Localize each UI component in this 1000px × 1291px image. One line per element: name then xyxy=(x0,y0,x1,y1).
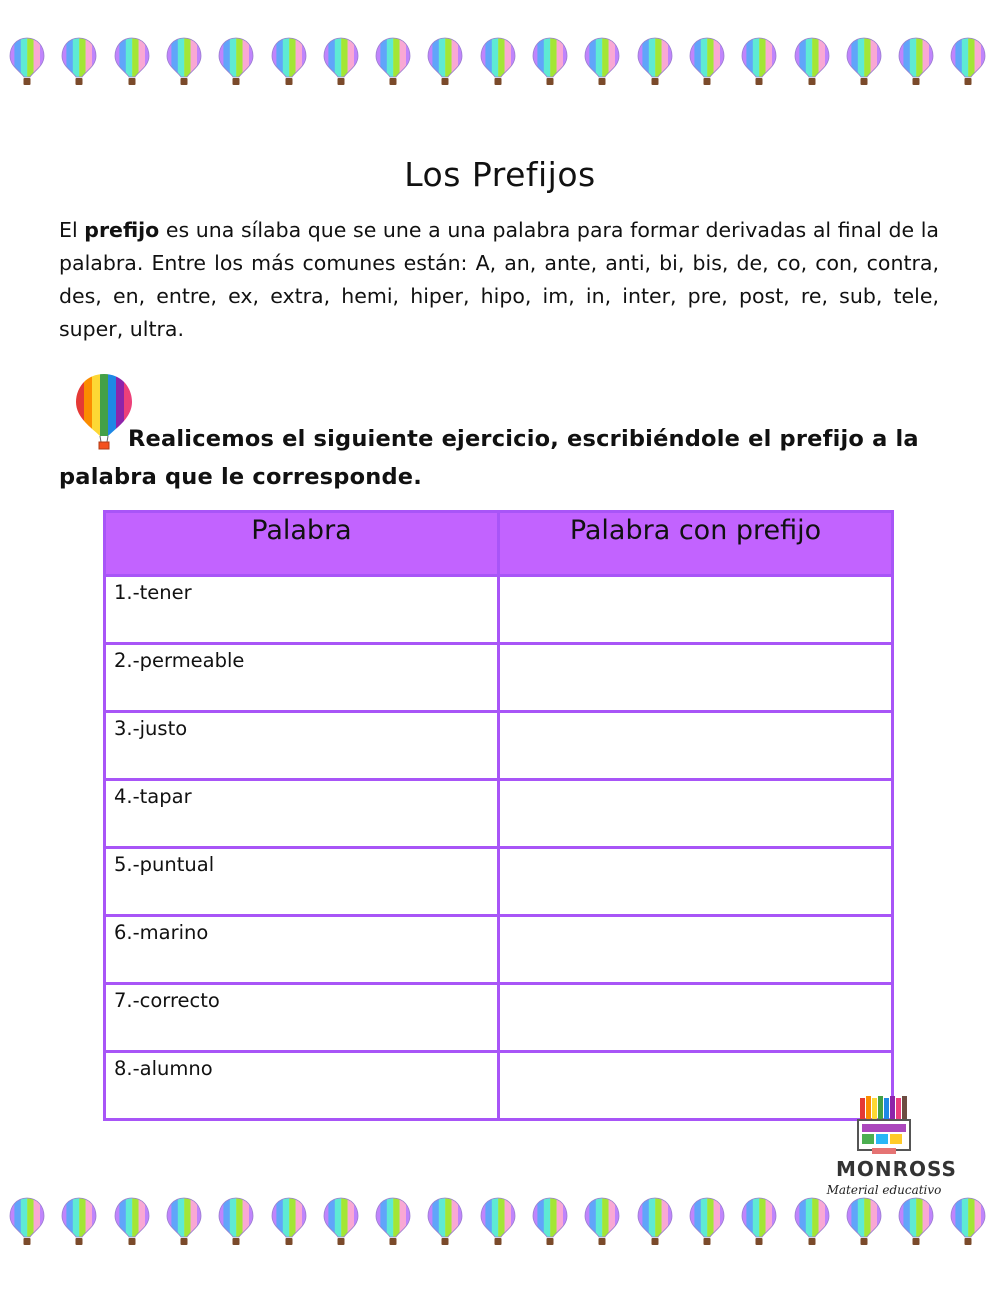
pastel-hot-air-balloon-icon xyxy=(165,1196,203,1248)
pastel-hot-air-balloon-icon xyxy=(217,36,255,88)
pastel-hot-air-balloon-icon xyxy=(8,36,46,88)
pastel-hot-air-balloon-icon xyxy=(165,36,203,88)
column-header-palabra-con-prefijo: Palabra con prefijo xyxy=(499,512,893,576)
top-balloon-border xyxy=(0,36,1000,96)
pastel-hot-air-balloon-icon xyxy=(949,1196,987,1248)
prefix-exercise-table xyxy=(103,510,894,1121)
pastel-hot-air-balloon-icon xyxy=(113,1196,151,1248)
instruction-text xyxy=(59,420,939,496)
pastel-hot-air-balloon-icon xyxy=(897,1196,935,1248)
pastel-hot-air-balloon-icon xyxy=(374,36,412,88)
instruction-line-1: Realicemos el siguiente ejercicio, escribiéndole el prefijo a la xyxy=(128,426,919,452)
pastel-hot-air-balloon-icon xyxy=(217,1196,255,1248)
word-cell: 8.-alumno xyxy=(105,1052,499,1120)
answer-cell[interactable] xyxy=(499,712,893,780)
pastel-hot-air-balloon-icon xyxy=(270,1196,308,1248)
table-header-row xyxy=(105,512,893,576)
intro-paragraph xyxy=(59,214,939,346)
page-title: Los Prefijos xyxy=(404,155,596,194)
word-cell: 5.-puntual xyxy=(105,848,499,916)
intro-keyword: prefijo xyxy=(84,218,160,242)
pastel-hot-air-balloon-icon xyxy=(374,1196,412,1248)
word-cell: 6.-marino xyxy=(105,916,499,984)
pastel-hot-air-balloon-icon xyxy=(636,1196,674,1248)
pastel-hot-air-balloon-icon xyxy=(531,1196,569,1248)
answer-cell[interactable] xyxy=(499,644,893,712)
answer-cell[interactable] xyxy=(499,780,893,848)
answer-cell[interactable] xyxy=(499,576,893,644)
answer-cell[interactable] xyxy=(499,984,893,1052)
pastel-hot-air-balloon-icon xyxy=(688,36,726,88)
pastel-hot-air-balloon-icon xyxy=(479,36,517,88)
pastel-hot-air-balloon-icon xyxy=(740,1196,778,1248)
table-row xyxy=(105,916,893,984)
pastel-hot-air-balloon-icon xyxy=(60,36,98,88)
column-header-palabra: Palabra xyxy=(105,512,499,576)
table-row xyxy=(105,780,893,848)
bottom-balloon-border xyxy=(0,1196,1000,1256)
pastel-hot-air-balloon-icon xyxy=(845,36,883,88)
pastel-hot-air-balloon-icon xyxy=(426,1196,464,1248)
pastel-hot-air-balloon-icon xyxy=(583,36,621,88)
pastel-hot-air-balloon-icon xyxy=(531,36,569,88)
intro-lead: El xyxy=(59,218,85,242)
pastel-hot-air-balloon-icon xyxy=(740,36,778,88)
word-cell: 4.-tapar xyxy=(105,780,499,848)
pastel-hot-air-balloon-icon xyxy=(322,36,360,88)
pastel-hot-air-balloon-icon xyxy=(688,1196,726,1248)
word-cell: 2.-permeable xyxy=(105,644,499,712)
pastel-hot-air-balloon-icon xyxy=(636,36,674,88)
answer-cell[interactable] xyxy=(499,848,893,916)
pastel-hot-air-balloon-icon xyxy=(426,36,464,88)
pastel-hot-air-balloon-icon xyxy=(793,1196,831,1248)
pastel-hot-air-balloon-icon xyxy=(60,1196,98,1248)
word-cell: 7.-correcto xyxy=(105,984,499,1052)
pastel-hot-air-balloon-icon xyxy=(583,1196,621,1248)
table-row xyxy=(105,576,893,644)
pastel-hot-air-balloon-icon xyxy=(845,1196,883,1248)
intro-text: es una sílaba que se une a una palabra para formar derivadas al final de la palabra. Entre los más comunes están: A, an, ante, anti, bi, bis, de, co, con, contra, des, en, entre, ex, extra, hemi, hiper, hipo, im, in, inter, pre, post, re, sub, tele, super, ultra. xyxy=(59,218,939,341)
pastel-hot-air-balloon-icon xyxy=(113,36,151,88)
table-row xyxy=(105,712,893,780)
instruction-line-2: palabra que le corresponde. xyxy=(59,464,422,490)
answer-cell[interactable] xyxy=(499,916,893,984)
pastel-hot-air-balloon-icon xyxy=(479,1196,517,1248)
pastel-hot-air-balloon-icon xyxy=(322,1196,360,1248)
pastel-hot-air-balloon-icon xyxy=(897,36,935,88)
pastel-hot-air-balloon-icon xyxy=(949,36,987,88)
table-row xyxy=(105,848,893,916)
table-row xyxy=(105,1052,893,1120)
table-row xyxy=(105,984,893,1052)
pastel-hot-air-balloon-icon xyxy=(270,36,308,88)
pastel-hot-air-balloon-icon xyxy=(793,36,831,88)
word-cell: 3.-justo xyxy=(105,712,499,780)
table-row xyxy=(105,644,893,712)
logo-subtitle: Material educativo xyxy=(826,1183,942,1197)
word-cell: 1.-tener xyxy=(105,576,499,644)
pastel-hot-air-balloon-icon xyxy=(8,1196,46,1248)
logo-name: MONROSS xyxy=(836,1157,957,1181)
